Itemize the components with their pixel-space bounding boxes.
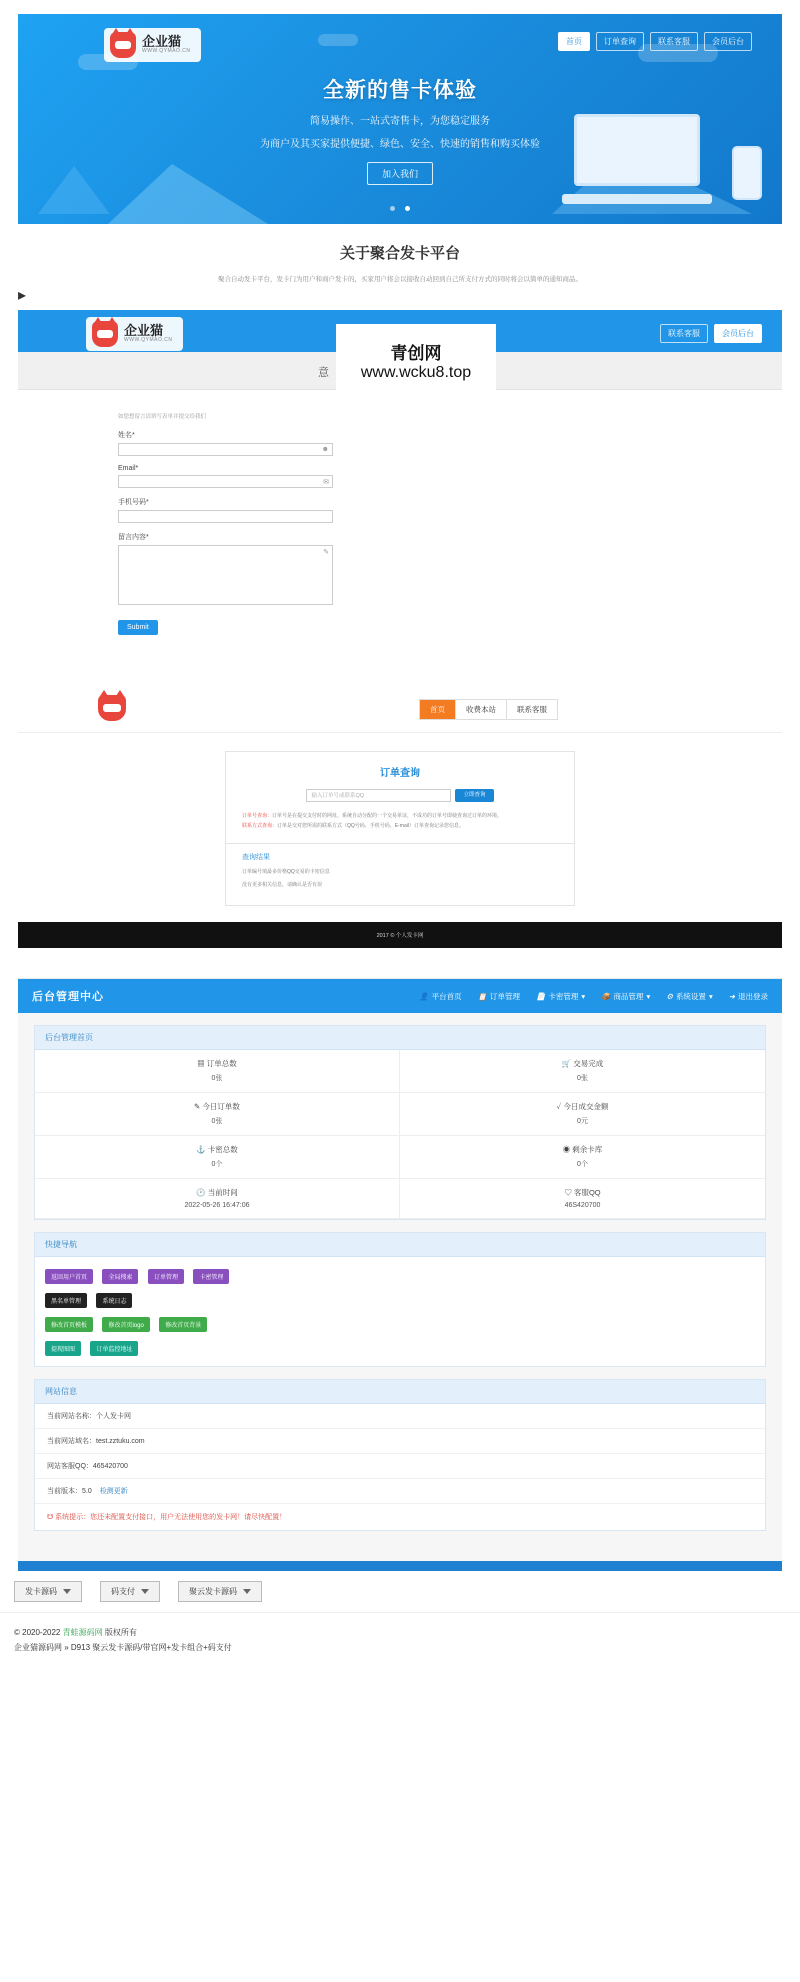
taskbar-item-mazhifu[interactable] [100, 1581, 160, 1602]
menu-item-platform-home[interactable] [419, 991, 461, 1002]
logo-name: 企业猫 [124, 323, 164, 338]
chip-order-monitor-url[interactable]: 订单监控地址 [90, 1341, 138, 1356]
order-header [18, 687, 782, 733]
pen-icon: ✎ [194, 1102, 201, 1111]
order-result-title: 查询结果 [242, 854, 270, 861]
caret-icon [141, 1589, 149, 1594]
logo-subtitle: WWW.QYMAO.CN [124, 337, 173, 343]
heart-icon: ♡ [564, 1188, 572, 1197]
quick-nav-chips [35, 1257, 765, 1366]
field-message-label: 留言内容* [118, 534, 149, 541]
hero-title: 全新的售卡体验 [323, 79, 477, 102]
nav-item-home[interactable]: 首页 [420, 700, 456, 719]
cat-logo-icon [110, 32, 136, 58]
contact-form [18, 390, 782, 657]
admin-footer-bar [18, 1561, 782, 1571]
nav-item-contact[interactable]: 联系客服 [517, 705, 547, 714]
caret-icon [243, 1589, 251, 1594]
field-name-label: 姓名* [118, 432, 135, 439]
site-logo[interactable] [86, 317, 183, 351]
menu-label: 商品管理 [613, 991, 644, 1001]
taskbar-label: 发卡源码 [25, 1587, 57, 1596]
stat-label: 交易完成 [573, 1059, 604, 1068]
menu-label: 订单管理 [489, 991, 520, 1001]
stat-label: 客服QQ [573, 1188, 601, 1197]
carousel-dot-active[interactable] [405, 206, 410, 211]
contact-subtitle: 意 [318, 367, 329, 379]
site-info-row [35, 1404, 765, 1429]
order-nav [419, 699, 558, 720]
info-label: 当前网站名称： [47, 1413, 96, 1420]
copyright-line-1 [14, 1625, 786, 1640]
menu-label: 退出登录 [738, 991, 768, 1001]
taskbar-label: 码支付 [111, 1587, 135, 1596]
taskbar-item-fakayuanma[interactable] [14, 1581, 82, 1602]
exit-icon: ➜ [728, 991, 735, 1001]
order-result-line: 订单编号填最多价格QQ交易的卡密信息 [242, 869, 330, 875]
user-icon: 👤 [419, 991, 429, 1001]
check-update-link[interactable]: 检测更新 [99, 1488, 128, 1495]
info-value: 5.0 [82, 1488, 92, 1495]
chip-row [45, 1290, 755, 1308]
menu-item-settings[interactable] [666, 991, 713, 1002]
chip-withdraw[interactable]: 提现图图 [45, 1341, 81, 1356]
chip-edit-home-template[interactable]: 修改首页模板 [45, 1317, 93, 1332]
nav-item-member[interactable]: 会员后台 [704, 32, 752, 51]
grid-icon: ▦ [197, 1059, 205, 1068]
hero-section [0, 0, 800, 305]
admin-menu [419, 991, 768, 1002]
admin-panel [18, 978, 782, 1571]
stat-value: 46S420700 [564, 1202, 601, 1209]
taskbar-item-juyun[interactable] [178, 1581, 262, 1602]
nav-item-contact[interactable]: 联系客服 [660, 324, 708, 343]
email-input[interactable] [118, 475, 333, 488]
stat-value: 0个 [211, 1161, 223, 1168]
stat-value: 0张 [577, 1075, 588, 1082]
circle-icon: ◉ [562, 1145, 571, 1154]
menu-item-goods[interactable] [601, 991, 650, 1002]
menu-item-cards[interactable] [536, 991, 585, 1002]
chip-row [45, 1338, 755, 1356]
stat-value: 0张 [211, 1075, 223, 1082]
order-result-line: 没有更多相关信息，请确认是否有误 [242, 881, 323, 888]
copyright-site-link[interactable]: 青蛙源码网 [62, 1628, 103, 1637]
stats-grid [35, 1050, 765, 1219]
anchor-icon: ⚓ [196, 1145, 206, 1154]
hero-copy [18, 74, 782, 185]
watermark-overlay [336, 324, 496, 396]
contact-nav [660, 324, 762, 343]
order-result-box [225, 844, 575, 906]
chip-blacklist-manage[interactable]: 黑名单管理 [45, 1293, 87, 1308]
cat-logo-icon-wrap[interactable] [98, 695, 126, 721]
field-email-label: Email* [118, 465, 139, 472]
chevron-down-icon: ▾ [708, 991, 713, 1001]
chip-edit-home-logo[interactable]: 修改首页logo [102, 1317, 149, 1332]
stat-label: 当前时间 [207, 1188, 238, 1197]
info-value: test.zztuku.com [96, 1438, 145, 1445]
menu-item-orders[interactable] [478, 991, 520, 1002]
chip-order-manage[interactable]: 订单管理 [148, 1269, 184, 1284]
watermark-line-1: 青创网 [390, 343, 442, 363]
admin-header [18, 979, 782, 1013]
chip-edit-home-background[interactable]: 修改首页背景 [159, 1317, 207, 1332]
tip-key: 联系方式查询： [242, 822, 278, 829]
clock-icon: 🕑 [196, 1188, 206, 1197]
stat-label: 今日订单数 [202, 1102, 240, 1111]
copyright-prefix: © 2020-2022 [14, 1628, 63, 1637]
about-section [18, 242, 782, 285]
site-info-title: 网站信息 [35, 1380, 765, 1404]
info-label: 当前网站域名： [47, 1438, 96, 1445]
tip-key: 订单号查询： [242, 813, 273, 819]
site-info-row [35, 1454, 765, 1479]
menu-label: 平台首页 [431, 991, 462, 1001]
stat-label: 今日成交金额 [563, 1102, 609, 1111]
order-query-button[interactable]: 立即查询 [455, 789, 493, 802]
box-icon: 📦 [601, 991, 611, 1001]
hero-line-1: 简易操作、一站式寄售卡，为您稳定服务 [310, 116, 490, 127]
chevron-down-icon: ▾ [581, 991, 586, 1001]
gear-icon: ⚙ [666, 991, 673, 1001]
stat-value: 0个 [577, 1161, 588, 1168]
carousel-dot[interactable] [390, 206, 395, 211]
info-value: 个人发卡网 [96, 1413, 131, 1420]
menu-label: 系统设置 [675, 991, 706, 1001]
order-query-card [225, 751, 575, 844]
menu-item-logout[interactable] [729, 991, 768, 1002]
stat-label: 订单总数 [206, 1059, 237, 1068]
admin-home-title: 后台管理首页 [35, 1026, 765, 1050]
chevron-down-icon: ▾ [646, 991, 651, 1001]
stat-label: 卡密总数 [207, 1145, 238, 1154]
tip-text: 订单号是在提交支付时的网址，系统自动分配的一个交易单证，不成功的订单号即使查询过订单的环境。 [272, 813, 503, 819]
tip-text: 订单是交对您所需的联系方式（QQ号码、手机号码、E-mail）订单查询记录您信息。 [277, 822, 464, 829]
site-logo[interactable] [104, 28, 201, 62]
order-tips [226, 802, 574, 843]
quick-nav-title: 快捷导航 [35, 1233, 765, 1257]
field-phone-label: 手机号码* [118, 499, 149, 506]
nav-item-home[interactable]: 首页 [558, 32, 590, 51]
order-query-section [0, 673, 800, 948]
admin-home-panel [34, 1025, 766, 1220]
join-us-button[interactable]: 加入我们 [367, 162, 433, 185]
caret-icon [63, 1589, 71, 1594]
chip-global-search[interactable]: 全局搜索 [102, 1269, 138, 1284]
stat-cell [400, 1179, 765, 1219]
stat-cell [400, 1136, 765, 1179]
nav-item-favorite[interactable]: 收费本站 [456, 700, 507, 719]
check-icon: ✓ [556, 1102, 562, 1111]
contact-section [0, 310, 800, 673]
order-query-row [226, 789, 574, 802]
pencil-icon: ✎ [323, 549, 329, 556]
bell-icon: ☋ [47, 1514, 54, 1521]
logo-name: 企业猫 [142, 34, 182, 49]
site-info-row [35, 1479, 765, 1504]
card-icon: 📄 [535, 991, 546, 1001]
field-phone [118, 497, 782, 523]
cat-logo-icon [98, 695, 126, 721]
stat-value: 2022-05-26 16:47:06 [184, 1202, 250, 1209]
watermark-line-2: www.wcku8.top [360, 363, 472, 381]
stat-cell [35, 1136, 400, 1179]
tip-row [242, 812, 558, 822]
stat-value: 0张 [211, 1118, 223, 1125]
quick-nav-panel [34, 1232, 766, 1367]
hero-nav [558, 32, 752, 51]
nav-item-order-query[interactable]: 订单查询 [596, 32, 644, 51]
tip-row [242, 822, 558, 832]
hero-line-2: 为商户及其买家提供便捷、绿色、安全、快速的销售和购买体验 [260, 139, 540, 150]
copyright-suffix: 版权所有 [102, 1628, 137, 1637]
site-info-panel [34, 1379, 766, 1531]
nav-item-member[interactable]: 会员后台 [714, 324, 762, 343]
stat-cell [400, 1093, 765, 1136]
chip-row [45, 1266, 755, 1284]
name-input[interactable] [118, 443, 333, 456]
about-title: 关于聚合发卡平台 [339, 245, 460, 262]
user-icon: ☻ [321, 446, 329, 453]
stat-cell [400, 1050, 765, 1093]
stat-cell [35, 1050, 400, 1093]
admin-body [18, 1013, 782, 1561]
stat-label: 剩余卡库 [572, 1145, 603, 1154]
cart-icon: 🛒 [561, 1059, 572, 1068]
logo-subtitle: WWW.QYMAO.CN [142, 48, 191, 54]
cat-logo-icon [92, 321, 118, 347]
scroll-top-button[interactable]: ▸ [18, 287, 27, 305]
stat-cell [35, 1093, 400, 1136]
system-warning-text: 系统提示：您还未配置支付接口，用户无法使用您的发卡网！请尽快配置！ [55, 1514, 287, 1521]
order-query-title: 订单查询 [380, 768, 420, 779]
field-message [118, 532, 782, 605]
nav-item-contact[interactable]: 联系客服 [650, 32, 698, 51]
carousel-dots[interactable] [18, 198, 782, 216]
chip-system-log[interactable]: 系统日志 [96, 1293, 132, 1308]
taskbar [0, 1571, 800, 1602]
order-footer: 2017 © 个人发卡网 [18, 922, 782, 948]
system-warning [35, 1504, 765, 1530]
copyright-line-2: 企业猫源码网 » D913 聚云发卡源码/带官网+发卡组合+码支付 [14, 1643, 232, 1653]
info-label: 网站客服QQ： [47, 1463, 93, 1470]
copyright-block [0, 1612, 800, 1671]
field-email [118, 465, 782, 488]
list-icon: 📋 [477, 991, 487, 1001]
about-text: 聚合自动发卡平台，发卡门为用户和商户发卡的，买家用户将会以接收自动回到自己所支付方式的同时将会以简单的通知商品。 [218, 276, 582, 283]
stat-value: 0元 [577, 1118, 588, 1125]
message-textarea[interactable] [118, 545, 333, 605]
info-label: 当前版本： [47, 1488, 82, 1495]
mail-icon: ✉ [323, 479, 329, 486]
stat-cell [35, 1179, 400, 1219]
phone-input[interactable] [118, 510, 333, 523]
chip-row [45, 1314, 755, 1332]
field-name [118, 430, 782, 456]
contact-subheader [18, 343, 782, 390]
admin-brand: 后台管理中心 [32, 991, 104, 1003]
order-query-input[interactable]: 输入订单号或联系QQ [306, 789, 451, 802]
cloud-icon [318, 34, 358, 46]
site-info-row [35, 1429, 765, 1454]
submit-button[interactable]: Submit [118, 620, 158, 635]
chip-back-to-site[interactable]: 返回用户首页 [45, 1269, 93, 1284]
hero-banner [18, 14, 782, 224]
chip-card-manage[interactable]: 卡密管理 [193, 1269, 229, 1284]
menu-label: 卡密管理 [548, 991, 579, 1001]
taskbar-label: 聚云发卡源码 [189, 1587, 237, 1596]
admin-section [0, 978, 800, 1571]
info-value: 465420700 [92, 1463, 128, 1470]
form-note: 如您想留言请填写表单并提交给我们 [118, 414, 207, 420]
